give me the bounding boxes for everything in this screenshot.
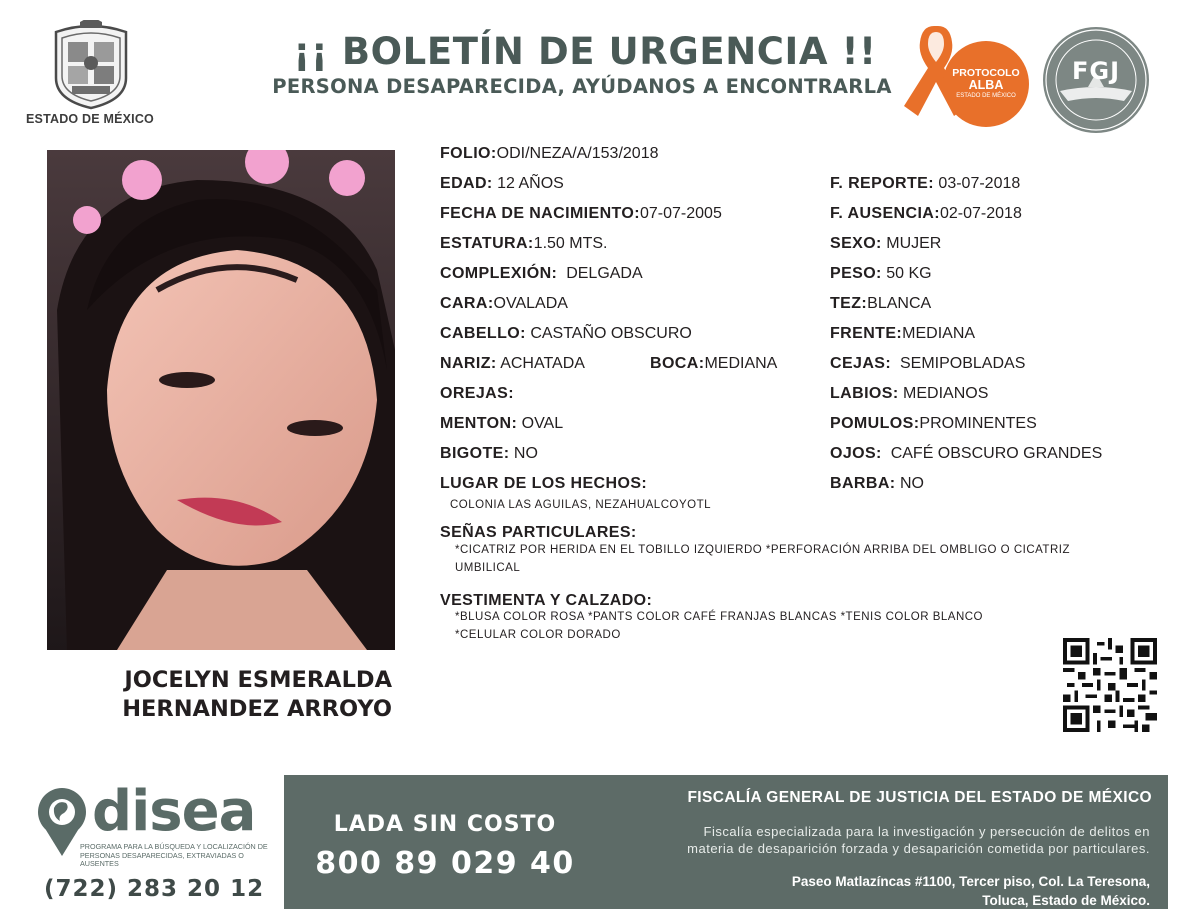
field-pomulos bbox=[830, 414, 1037, 434]
field-value: 50 KG bbox=[886, 265, 932, 282]
field-value: NO bbox=[899, 475, 924, 492]
field-label: ESTATURA: bbox=[440, 235, 534, 252]
field-label: FOLIO: bbox=[440, 145, 497, 162]
field-label: F. AUSENCIA: bbox=[830, 205, 940, 222]
field-boca bbox=[650, 354, 777, 374]
field-label: PESO: bbox=[830, 265, 882, 282]
state-name: ESTADO DE MÉXICO bbox=[26, 112, 154, 126]
field-labios bbox=[830, 384, 988, 404]
field-label: SEXO: bbox=[830, 235, 882, 252]
field-frente bbox=[830, 324, 975, 344]
odisea-marker-icon bbox=[38, 788, 86, 856]
field-lugar-label bbox=[440, 474, 647, 494]
field-estatura bbox=[440, 234, 607, 254]
field-cabello bbox=[440, 324, 692, 344]
field-edad bbox=[440, 174, 564, 194]
odisea-wordmark: disea bbox=[92, 779, 256, 844]
field-label: BOCA: bbox=[650, 355, 705, 372]
field-value: 12 AÑOS bbox=[497, 175, 564, 192]
alba-line3: ESTADO DE MÉXICO bbox=[956, 93, 1016, 99]
field-sexo bbox=[830, 234, 941, 254]
field-value: CAFÉ OBSCURO GRANDES bbox=[890, 445, 1103, 462]
fgj-logo-text: FGJ bbox=[1071, 57, 1121, 85]
field-value: CASTAÑO OBSCURO bbox=[530, 325, 692, 342]
local-phone-number[interactable]: (722) 283 20 12 bbox=[44, 876, 265, 902]
field-label: COMPLEXIÓN: bbox=[440, 265, 558, 282]
field-fecha-nacimiento bbox=[440, 204, 722, 224]
field-value: OVAL bbox=[521, 415, 564, 432]
field-value: BLANCA bbox=[867, 295, 932, 312]
qr-code-icon[interactable] bbox=[1063, 638, 1157, 732]
field-bigote bbox=[440, 444, 538, 464]
field-value: ODI/NEZA/A/153/2018 bbox=[496, 145, 659, 162]
field-value: ACHATADA bbox=[500, 355, 585, 372]
field-lugar-value: COLONIA LAS AGUILAS, NEZAHUALCOYOTL bbox=[450, 499, 711, 511]
field-cejas bbox=[830, 354, 1025, 374]
field-peso bbox=[830, 264, 932, 284]
field-label: BARBA: bbox=[830, 475, 896, 492]
toll-free-label: LADA SIN COSTO bbox=[333, 812, 557, 837]
name-line-2: HERNANDEZ ARROYO bbox=[122, 696, 392, 722]
field-value: 03-07-2018 bbox=[938, 175, 1021, 192]
vestimenta-line-1: *BLUSA COLOR ROSA *PANTS COLOR CAFÉ FRANJAS BLANCAS *TENIS COLOR BLANCO bbox=[455, 611, 983, 623]
field-value: 07-07-2005 bbox=[640, 205, 722, 222]
field-label: NARIZ: bbox=[440, 355, 497, 372]
name-line-1: JOCELYN ESMERALDA bbox=[124, 667, 392, 693]
field-label: POMULOS: bbox=[830, 415, 920, 432]
field-value: MEDIANA bbox=[704, 355, 778, 372]
field-value: MEDIANOS bbox=[903, 385, 989, 402]
state-crest-icon bbox=[50, 20, 132, 110]
vestimenta-heading: VESTIMENTA Y CALZADO: bbox=[440, 592, 653, 609]
field-value: NO bbox=[513, 445, 538, 462]
field-value: MEDIANA bbox=[902, 325, 976, 342]
field-value: MUJER bbox=[886, 235, 942, 252]
field-barba bbox=[830, 474, 924, 494]
field-value: 1.50 MTS. bbox=[533, 235, 608, 252]
field-fecha-ausencia bbox=[830, 204, 1022, 224]
field-nariz bbox=[440, 354, 585, 374]
senas-line-1: *CICATRIZ POR HERIDA EN EL TOBILLO IZQUIERDO *PERFORACIÓN ARRIBA DEL OMBLIGO O CICATRIZ bbox=[455, 544, 1070, 556]
fgj-description bbox=[602, 823, 1150, 857]
fgj-address bbox=[602, 872, 1150, 910]
field-fecha-reporte bbox=[830, 174, 1020, 194]
fgj-description-line-2: materia de desaparición forzada y desaparición cometida por particulares. bbox=[687, 841, 1150, 856]
field-label: FECHA DE NACIMIENTO: bbox=[440, 205, 640, 222]
field-label: LUGAR DE LOS HECHOS: bbox=[440, 475, 648, 492]
field-folio bbox=[440, 144, 658, 164]
alba-protocol-label bbox=[952, 68, 1020, 101]
senas-heading: SEÑAS PARTICULARES: bbox=[440, 524, 637, 541]
field-orejas bbox=[440, 384, 514, 404]
missing-person-photo bbox=[47, 150, 395, 650]
field-value: PROMINENTES bbox=[919, 415, 1037, 432]
bulletin-subtitle: PERSONA DESAPARECIDA, AYÚDANOS A ENCONTRARLA bbox=[272, 75, 892, 98]
field-complexion bbox=[440, 264, 643, 284]
field-tez bbox=[830, 294, 931, 314]
alba-line1: PROTOCOLO bbox=[952, 67, 1020, 79]
field-value: DELGADA bbox=[566, 265, 643, 282]
field-value: SEMIPOBLADAS bbox=[899, 355, 1026, 372]
fgj-description-line-1: Fiscalía especializada para la investigación y persecución de delitos en bbox=[703, 824, 1150, 839]
field-label: CEJAS: bbox=[830, 355, 892, 372]
field-label: OREJAS: bbox=[440, 385, 514, 402]
field-label: F. REPORTE: bbox=[830, 175, 934, 192]
field-label: FRENTE: bbox=[830, 325, 903, 342]
bulletin-title: ¡¡ BOLETÍN DE URGENCIA !! bbox=[293, 30, 877, 73]
field-label: LABIOS: bbox=[830, 385, 899, 402]
field-value: OVALADA bbox=[493, 295, 568, 312]
vestimenta-line-2: *CELULAR COLOR DORADO bbox=[455, 629, 621, 641]
address-line-2: Toluca, Estado de México. bbox=[982, 893, 1150, 908]
fgj-name: FISCALÍA GENERAL DE JUSTICIA DEL ESTADO DE MÉXICO bbox=[687, 789, 1152, 806]
address-line-1: Paseo Matlazíncas #1100, Tercer piso, Col. La Teresona, bbox=[791, 874, 1150, 889]
field-label: CARA: bbox=[440, 295, 494, 312]
field-label: CABELLO: bbox=[440, 325, 526, 342]
alba-line2: ALBA bbox=[968, 78, 1004, 92]
toll-free-number[interactable]: 800 89 029 40 bbox=[315, 846, 575, 881]
field-ojos bbox=[830, 444, 1102, 464]
field-label: MENTON: bbox=[440, 415, 518, 432]
missing-person-name bbox=[30, 666, 392, 724]
field-label: TEZ: bbox=[830, 295, 868, 312]
senas-line-2: UMBILICAL bbox=[455, 562, 521, 574]
field-label: EDAD: bbox=[440, 175, 493, 192]
odisea-tagline: PROGRAMA PARA LA BÚSQUEDA Y LOCALIZACIÓN DE PERSONAS DESAPARECIDAS, EXTRAVIADAS O AUSENTES bbox=[80, 842, 268, 868]
field-value: 02-07-2018 bbox=[940, 205, 1022, 222]
field-menton bbox=[440, 414, 563, 434]
field-cara bbox=[440, 294, 568, 314]
field-label: BIGOTE: bbox=[440, 445, 510, 462]
field-label: OJOS: bbox=[830, 445, 882, 462]
